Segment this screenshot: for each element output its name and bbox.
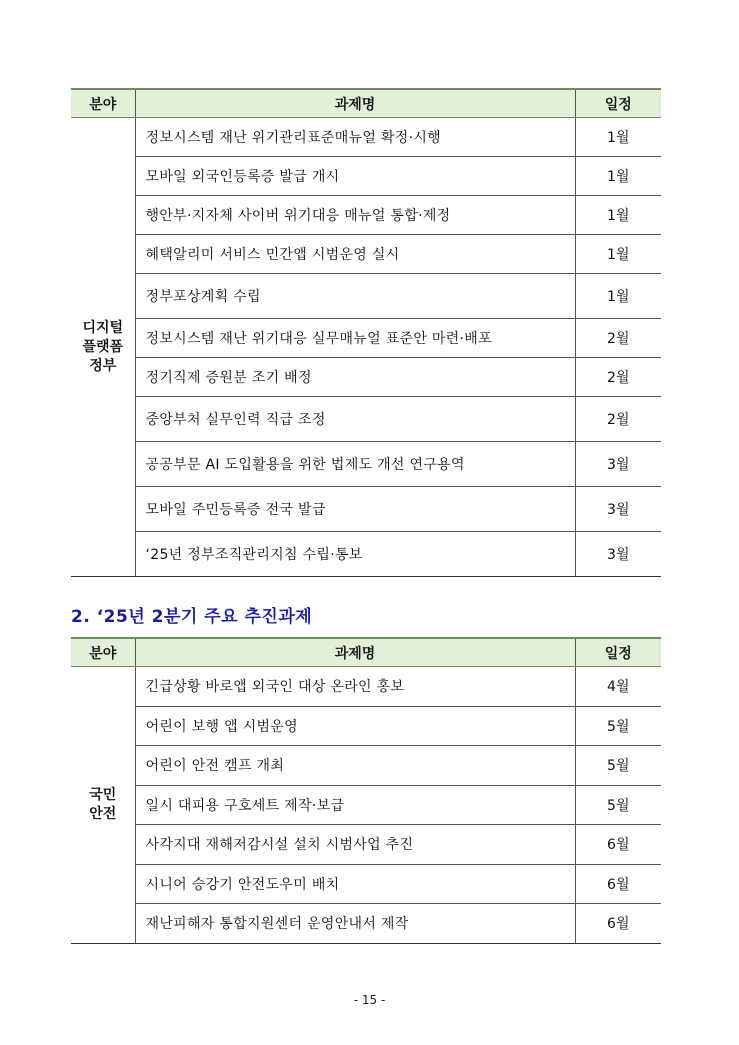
category-cell <box>71 667 135 944</box>
task-cell: 정부포상계획 수립 <box>135 274 575 319</box>
task-cell: 행안부·지자체 사이버 위기대응 매뉴얼 통합·제정 <box>135 196 575 235</box>
table-row <box>71 442 661 487</box>
table-row <box>71 904 661 944</box>
task-cell: 어린이 보행 앱 시범운영 <box>135 706 575 746</box>
task-cell: 정보시스템 재난 위기관리표준매뉴얼 확정·시행 <box>135 118 575 157</box>
table-row <box>71 157 661 196</box>
page-number: - 15 - <box>353 993 386 1007</box>
schedule-cell: 3월 <box>575 532 661 577</box>
section-heading: 2. ‘25년 2분기 주요 추진과제 <box>71 607 313 627</box>
schedule-cell: 2월 <box>575 358 661 397</box>
task-cell: 사각지대 재해저감시설 설치 시범사업 추진 <box>135 825 575 865</box>
schedule-cell: 4월 <box>575 667 661 707</box>
task-cell: 재난피해자 통합지원센터 운영안내서 제작 <box>135 904 575 944</box>
table-row <box>71 746 661 786</box>
table-row <box>71 274 661 319</box>
category-line: 국민 <box>89 786 117 803</box>
schedule-cell: 1월 <box>575 274 661 319</box>
header-category: 분야 <box>71 638 135 667</box>
task-cell: 어린이 안전 캠프 개최 <box>135 746 575 786</box>
table-row <box>71 358 661 397</box>
table-row <box>71 532 661 577</box>
header-task: 과제명 <box>135 638 575 667</box>
table-row <box>71 235 661 274</box>
schedule-cell: 1월 <box>575 196 661 235</box>
task-cell: 일시 대피용 구호세트 제작·보급 <box>135 785 575 825</box>
table-digital-platform-government <box>71 88 661 577</box>
header-schedule: 일정 <box>575 638 661 667</box>
table-row <box>71 667 661 707</box>
header-task: 과제명 <box>135 89 575 118</box>
schedule-cell: 5월 <box>575 746 661 786</box>
schedule-cell: 6월 <box>575 864 661 904</box>
table-row <box>71 864 661 904</box>
table-row <box>71 319 661 358</box>
task-cell: 긴급상황 바로앱 외국인 대상 온라인 홍보 <box>135 667 575 707</box>
table-row <box>71 825 661 865</box>
header-category: 분야 <box>71 89 135 118</box>
task-cell: ‘25년 정부조직관리지침 수립·통보 <box>135 532 575 577</box>
table-public-safety <box>71 637 661 944</box>
table-row <box>71 487 661 532</box>
schedule-cell: 1월 <box>575 118 661 157</box>
schedule-cell: 6월 <box>575 825 661 865</box>
category-line: 안전 <box>89 805 117 822</box>
category-line: 플랫폼 <box>82 338 124 355</box>
task-cell: 모바일 주민등록증 전국 발급 <box>135 487 575 532</box>
task-cell: 혜택알리미 서비스 민간앱 시범운영 실시 <box>135 235 575 274</box>
table-row <box>71 706 661 746</box>
table-header-row <box>71 638 661 667</box>
category-line: 디지털 <box>82 319 124 336</box>
schedule-cell: 2월 <box>575 319 661 358</box>
schedule-cell: 2월 <box>575 397 661 442</box>
table-row <box>71 196 661 235</box>
task-cell: 시니어 승강기 안전도우미 배치 <box>135 864 575 904</box>
schedule-cell: 1월 <box>575 235 661 274</box>
category-line: 정부 <box>89 357 117 374</box>
header-schedule: 일정 <box>575 89 661 118</box>
schedule-cell: 3월 <box>575 487 661 532</box>
task-cell: 공공부문 AI 도입활용을 위한 법제도 개선 연구용역 <box>135 442 575 487</box>
category-cell <box>71 118 135 577</box>
task-cell: 모바일 외국인등록증 발급 개시 <box>135 157 575 196</box>
schedule-cell: 1월 <box>575 157 661 196</box>
schedule-cell: 6월 <box>575 904 661 944</box>
schedule-cell: 5월 <box>575 785 661 825</box>
task-cell: 정기직제 증원분 조기 배정 <box>135 358 575 397</box>
table-header-row <box>71 89 661 118</box>
table-row <box>71 397 661 442</box>
table-row <box>71 118 661 157</box>
table-row <box>71 785 661 825</box>
schedule-cell: 3월 <box>575 442 661 487</box>
schedule-cell: 5월 <box>575 706 661 746</box>
task-cell: 중앙부처 실무인력 직급 조정 <box>135 397 575 442</box>
task-cell: 정보시스템 재난 위기대응 실무매뉴얼 표준안 마련·배포 <box>135 319 575 358</box>
